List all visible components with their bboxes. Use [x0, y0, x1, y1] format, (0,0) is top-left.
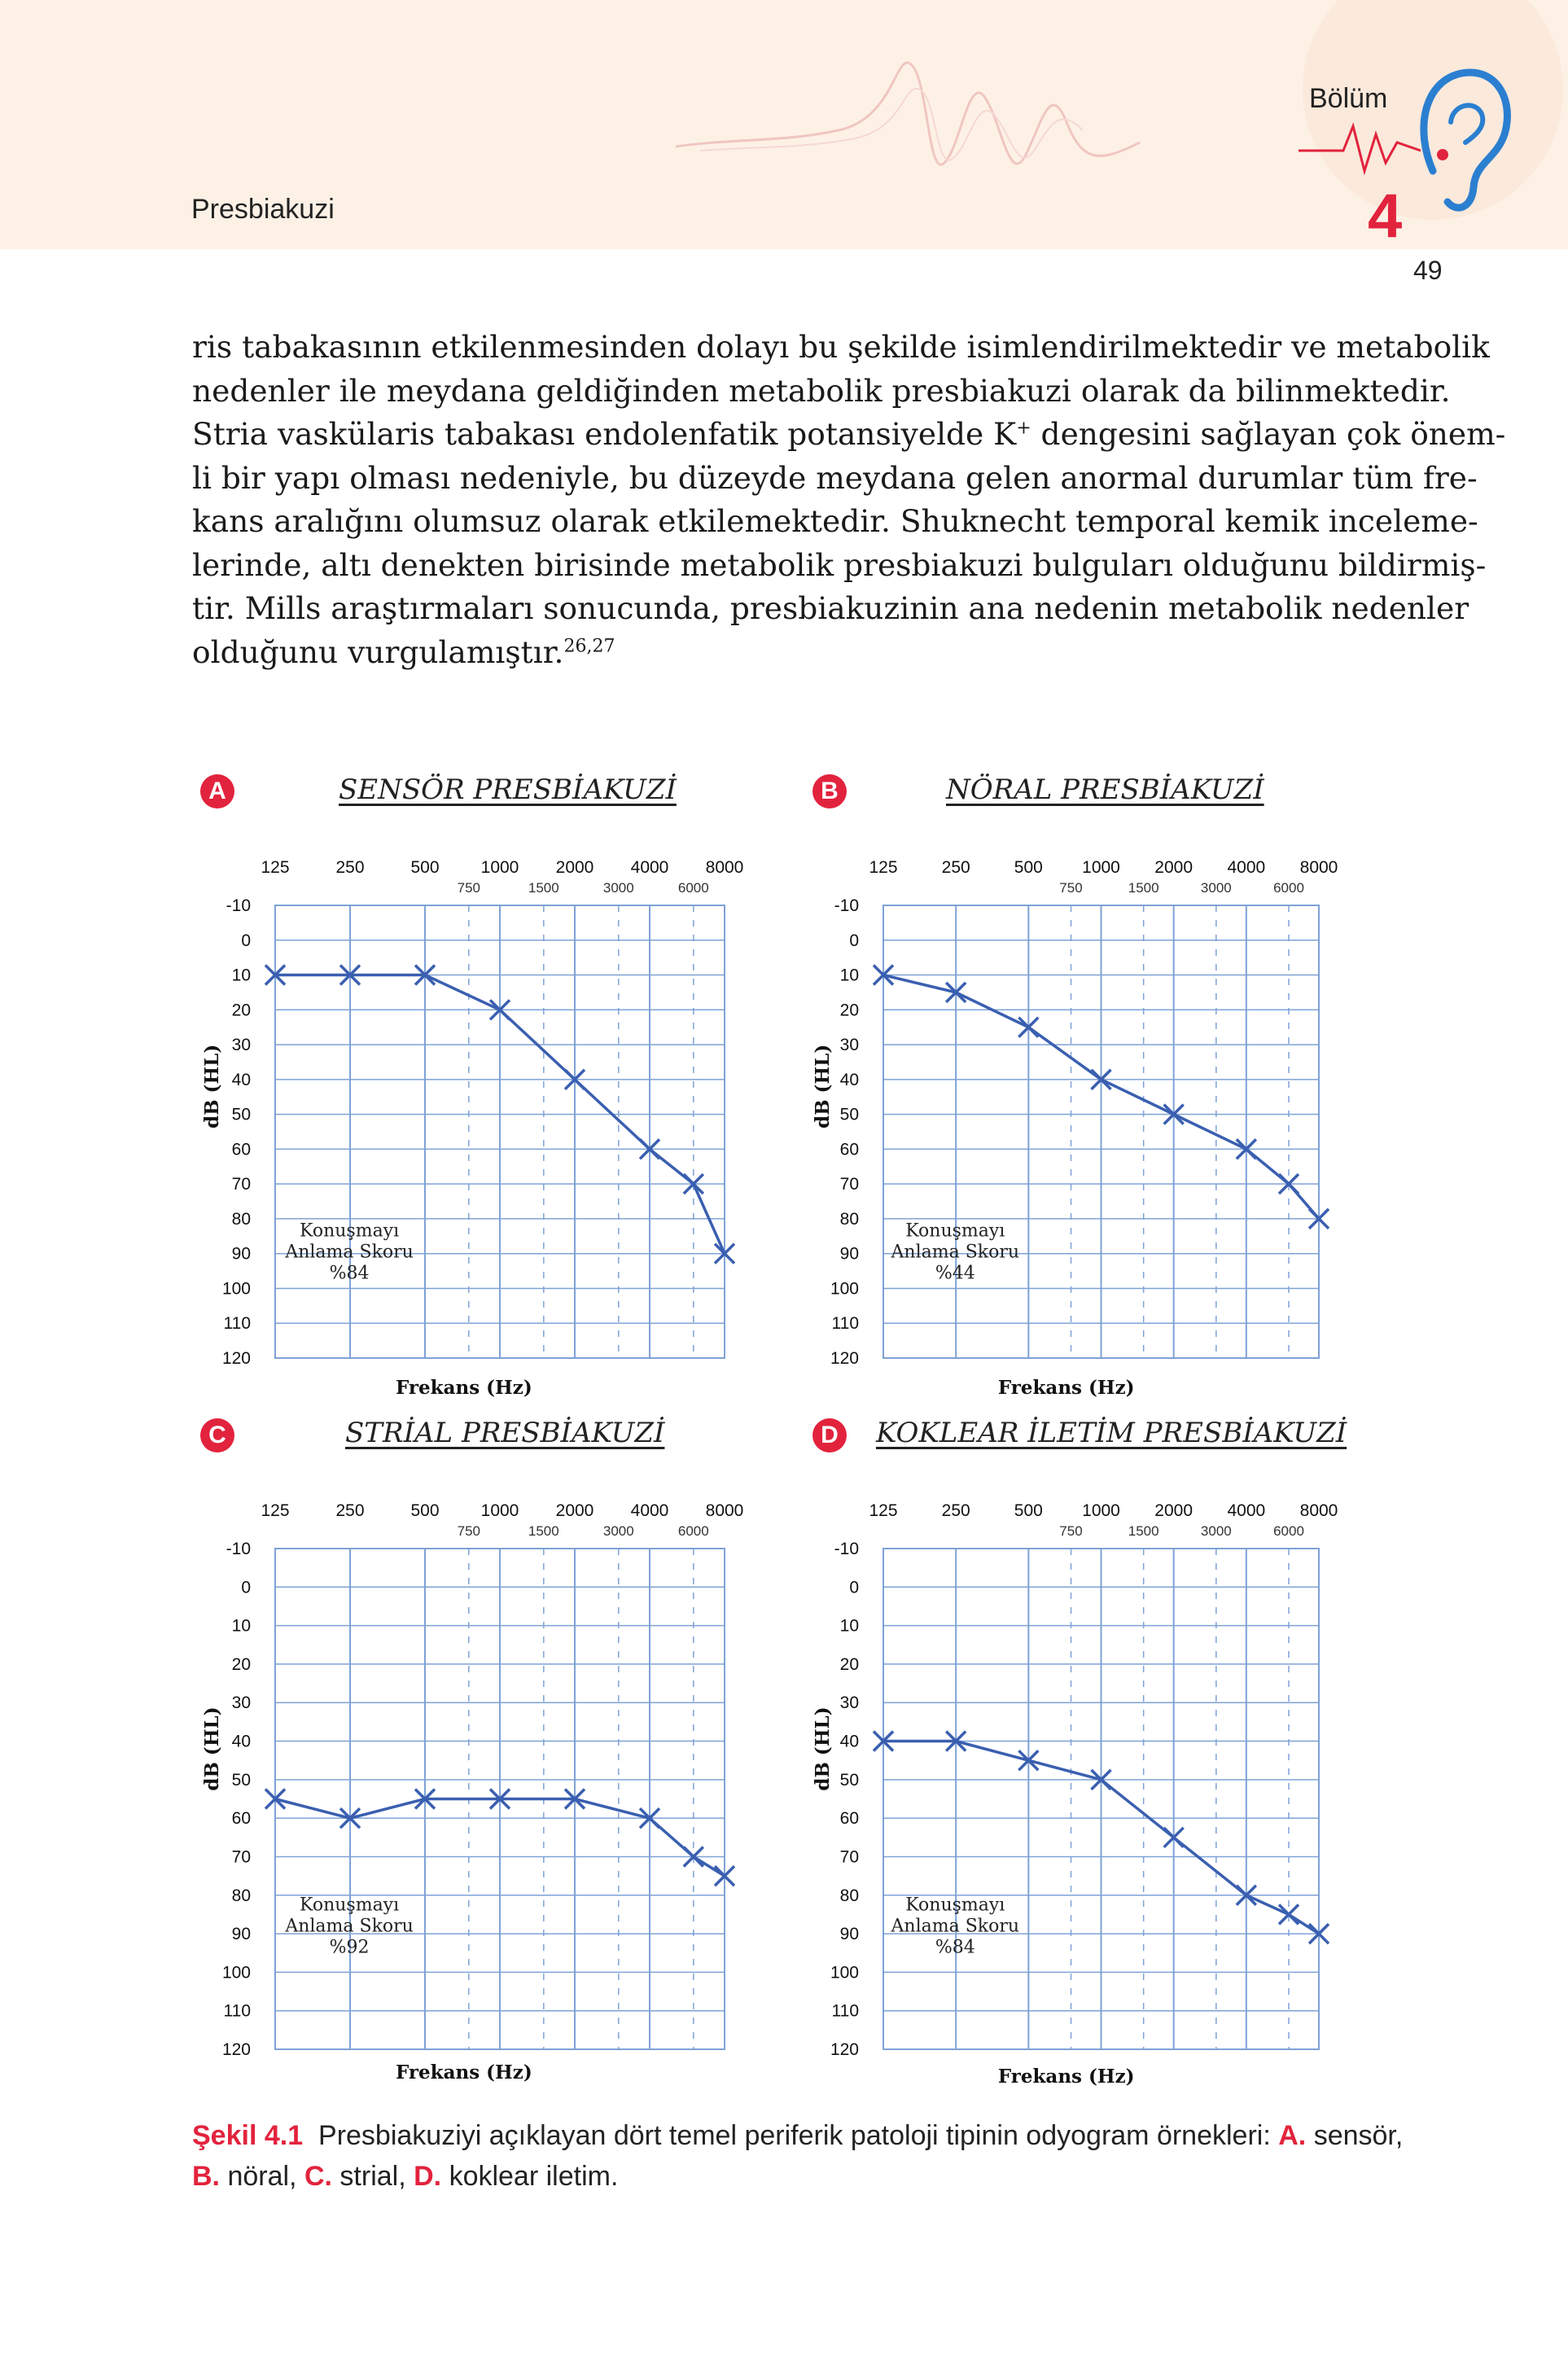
db-tick-label: 70: [231, 1847, 251, 1867]
panel-badge-a: A: [200, 774, 234, 808]
db-tick-label: 70: [231, 1175, 251, 1194]
speech-score-label: Anlama Skoru: [891, 1916, 1020, 1937]
db-tick-label: 80: [839, 1886, 859, 1905]
freq-tick-label: 1000: [1082, 1501, 1120, 1520]
db-tick-label: 80: [231, 1209, 251, 1229]
speech-score-label: Anlama Skoru: [285, 1242, 414, 1263]
db-tick-label: 100: [221, 1279, 251, 1299]
speech-score-label: Konuşmayı: [905, 1220, 1005, 1242]
freq-tick-label: 250: [335, 1501, 365, 1520]
body-line: Stria vaskülaris tabakası endolenfatik potansiyelde K+ dengesini sağlayan çok önem-: [192, 416, 1506, 452]
citation: 26,27: [563, 636, 615, 656]
freq-tick-label: 8000: [705, 1501, 744, 1520]
panel-badge-c: C: [200, 1418, 234, 1452]
db-tick-label: 60: [231, 1809, 251, 1829]
panel-title-a: SENSÖR PRESBİAKUZİ: [339, 773, 677, 806]
db-tick-label: 0: [849, 931, 859, 950]
freq-tick-label: 6000: [677, 880, 709, 896]
db-tick-label: 110: [223, 2001, 251, 2021]
caption-line: Şekil 4.1 Presbiakuziyi açıklayan dört temel periferik patoloji tipinin odyogram örnekleri: A. sensör,: [192, 2120, 1404, 2151]
body-line: nedenler ile meydana geldiğinden metabolik presbiakuzi olarak da bilinmektedir.: [192, 372, 1451, 409]
y-axis-label: dB (HL): [812, 1044, 834, 1129]
audiogram-chart-d: [806, 1500, 1392, 2094]
caption-line: B. nöral, C. strial, D. koklear iletim.: [192, 2161, 619, 2192]
db-tick-label: 50: [839, 1770, 859, 1790]
freq-tick-label: 8000: [1299, 858, 1338, 877]
db-tick-label: 100: [830, 1963, 859, 1983]
db-tick-label: -10: [226, 1540, 251, 1558]
body-line: lerinde, altı denekten birisinde metabolik presbiakuzi bulguları olduğunu bildirmiş-: [192, 546, 1487, 583]
db-tick-label: 110: [223, 1314, 251, 1334]
db-tick-label: 20: [839, 1001, 859, 1020]
db-tick-label: 20: [839, 1654, 859, 1674]
panel-badge-b: B: [812, 774, 847, 808]
body-line: olduğunu vurgulamıştır.$^{26,27}$: [192, 633, 615, 670]
freq-tick-label: 4000: [630, 858, 669, 877]
db-tick-label: 40: [231, 1070, 251, 1089]
freq-tick-label: 1500: [1128, 1523, 1159, 1539]
freq-tick-label: 3000: [602, 1523, 634, 1539]
x-axis-label: Frekans (Hz): [395, 2061, 532, 2083]
db-tick-label: 120: [221, 2040, 251, 2059]
db-tick-label: 0: [241, 1578, 251, 1597]
audiogram-chart-c: [195, 1500, 782, 2094]
speech-score-value: %84: [329, 1263, 370, 1284]
freq-tick-label: 6000: [1273, 1523, 1304, 1539]
db-tick-label: 80: [839, 1209, 859, 1229]
db-tick-label: 10: [839, 966, 859, 985]
db-tick-label: 10: [231, 1616, 251, 1636]
panel-title-c: STRİAL PRESBİAKUZİ: [345, 1417, 665, 1449]
y-axis-label: dB (HL): [201, 1044, 223, 1129]
db-tick-label: -10: [834, 896, 859, 915]
freq-tick-label: 500: [410, 858, 440, 877]
freq-tick-label: 125: [869, 1501, 898, 1520]
db-tick-label: 80: [231, 1886, 251, 1905]
db-tick-label: 120: [221, 1349, 251, 1368]
freq-tick-label: 1500: [528, 1523, 559, 1539]
freq-tick-label: 1000: [1082, 858, 1120, 877]
freq-tick-label: 4000: [1227, 858, 1266, 877]
db-tick-label: 30: [231, 1036, 251, 1055]
db-tick-label: 40: [839, 1732, 859, 1751]
freq-tick-label: 250: [941, 858, 970, 877]
db-tick-label: 70: [839, 1175, 859, 1194]
db-tick-label: 30: [839, 1693, 859, 1713]
freq-tick-label: 125: [261, 1501, 290, 1520]
freq-tick-label: 1000: [480, 1501, 519, 1520]
x-axis-label: Frekans (Hz): [997, 2066, 1135, 2088]
speech-score-value: %44: [935, 1263, 975, 1284]
db-tick-label: 60: [839, 1809, 859, 1829]
freq-tick-label: 750: [457, 1523, 481, 1539]
figure-caption: [192, 2115, 1404, 2197]
db-tick-label: 50: [231, 1105, 251, 1124]
db-tick-label: 90: [231, 1925, 251, 1944]
db-tick-label: 90: [839, 1925, 859, 1944]
freq-tick-label: 3000: [1200, 1523, 1232, 1539]
chapter-label: Bölüm: [1309, 83, 1388, 114]
body-paragraph: [192, 326, 1506, 674]
db-tick-label: 20: [231, 1654, 251, 1674]
db-tick-label: 110: [831, 1314, 859, 1334]
freq-tick-label: 1500: [1128, 880, 1159, 896]
freq-tick-label: 8000: [1299, 1501, 1338, 1520]
freq-tick-label: 500: [410, 1501, 440, 1520]
freq-tick-label: 2000: [555, 858, 594, 877]
db-tick-label: 120: [830, 1349, 859, 1368]
freq-tick-label: 6000: [677, 1523, 709, 1539]
speech-score-label: Anlama Skoru: [285, 1916, 414, 1937]
superscript: +: [1016, 418, 1031, 439]
db-tick-label: -10: [834, 1540, 859, 1558]
x-axis-label: Frekans (Hz): [395, 1377, 532, 1399]
freq-tick-label: 8000: [705, 858, 744, 877]
body-line: kans aralığını olumsuz olarak etkilemektedir. Shuknecht temporal kemik inceleme-: [192, 503, 1478, 539]
db-tick-label: 60: [839, 1140, 859, 1159]
db-tick-label: 0: [849, 1578, 859, 1597]
db-tick-label: 30: [839, 1036, 859, 1055]
db-tick-label: -10: [226, 896, 251, 915]
db-tick-label: 50: [839, 1105, 859, 1124]
freq-tick-label: 2000: [1154, 858, 1194, 877]
caption-label: Şekil 4.1: [192, 2120, 304, 2151]
db-tick-label: 40: [839, 1070, 859, 1089]
db-tick-label: 100: [221, 1963, 251, 1983]
freq-tick-label: 250: [941, 1501, 970, 1520]
db-tick-label: 40: [231, 1732, 251, 1751]
db-tick-label: 0: [241, 931, 251, 950]
freq-tick-label: 6000: [1273, 880, 1304, 896]
speech-score-label: Konuşmayı: [299, 1895, 400, 1916]
speech-score-value: %92: [329, 1937, 370, 1958]
speech-score-label: Konuşmayı: [905, 1895, 1005, 1916]
freq-tick-label: 250: [335, 858, 365, 877]
freq-tick-label: 4000: [1227, 1501, 1266, 1520]
db-tick-label: 90: [839, 1244, 859, 1264]
db-tick-label: 110: [831, 2001, 859, 2021]
freq-tick-label: 750: [1059, 1523, 1083, 1539]
db-tick-label: 10: [231, 966, 251, 985]
db-tick-label: 30: [231, 1693, 251, 1713]
running-title: Presbiakuzi: [191, 194, 335, 225]
chapter-number: 4: [1368, 182, 1403, 251]
db-tick-label: 50: [231, 1770, 251, 1790]
freq-tick-label: 125: [869, 858, 898, 877]
audiogram-chart-a: [195, 855, 782, 1449]
y-axis-label: dB (HL): [812, 1707, 834, 1791]
body-line: tir. Mills araştırmaları sonucunda, presbiakuzinin ana nedenin metabolik nedenler: [192, 590, 1469, 626]
freq-tick-label: 750: [1059, 880, 1083, 896]
db-tick-label: 60: [231, 1140, 251, 1159]
freq-tick-label: 3000: [602, 880, 634, 896]
header-waveform-art: [0, 0, 1568, 293]
body-line: ris tabakasının etkilenmesinden dolayı bu şekilde isimlendirilmektedir ve metabolik: [192, 329, 1490, 365]
freq-tick-label: 1500: [528, 880, 559, 896]
db-tick-label: 120: [830, 2040, 859, 2059]
db-tick-label: 100: [830, 1279, 859, 1299]
y-axis-label: dB (HL): [201, 1707, 223, 1791]
speech-score-label: Konuşmayı: [299, 1220, 400, 1242]
freq-tick-label: 2000: [1154, 1501, 1194, 1520]
panel-title-d: KOKLEAR İLETİM PRESBİAKUZİ: [876, 1417, 1347, 1449]
panel-title-b: NÖRAL PRESBİAKUZİ: [946, 773, 1264, 806]
freq-tick-label: 125: [261, 858, 290, 877]
freq-tick-label: 4000: [630, 1501, 669, 1520]
x-axis-label: Frekans (Hz): [997, 1377, 1135, 1399]
body-line: li bir yapı olması nedeniyle, bu düzeyde meydana gelen anormal durumlar tüm fre-: [192, 459, 1478, 496]
panel-badge-d: D: [812, 1418, 847, 1452]
speech-score-label: Anlama Skoru: [891, 1242, 1020, 1263]
db-tick-label: 10: [839, 1616, 859, 1636]
db-tick-label: 70: [839, 1847, 859, 1867]
freq-tick-label: 3000: [1200, 880, 1232, 896]
freq-tick-label: 500: [1014, 858, 1043, 877]
speech-score-value: %84: [935, 1937, 975, 1958]
db-tick-label: 90: [231, 1244, 251, 1264]
freq-tick-label: 750: [457, 880, 481, 896]
freq-tick-label: 2000: [555, 1501, 594, 1520]
db-tick-label: 20: [231, 1001, 251, 1020]
page-number: 49: [1413, 256, 1443, 285]
freq-tick-label: 1000: [480, 858, 519, 877]
freq-tick-label: 500: [1014, 1501, 1043, 1520]
audiogram-chart-b: [806, 855, 1392, 1449]
